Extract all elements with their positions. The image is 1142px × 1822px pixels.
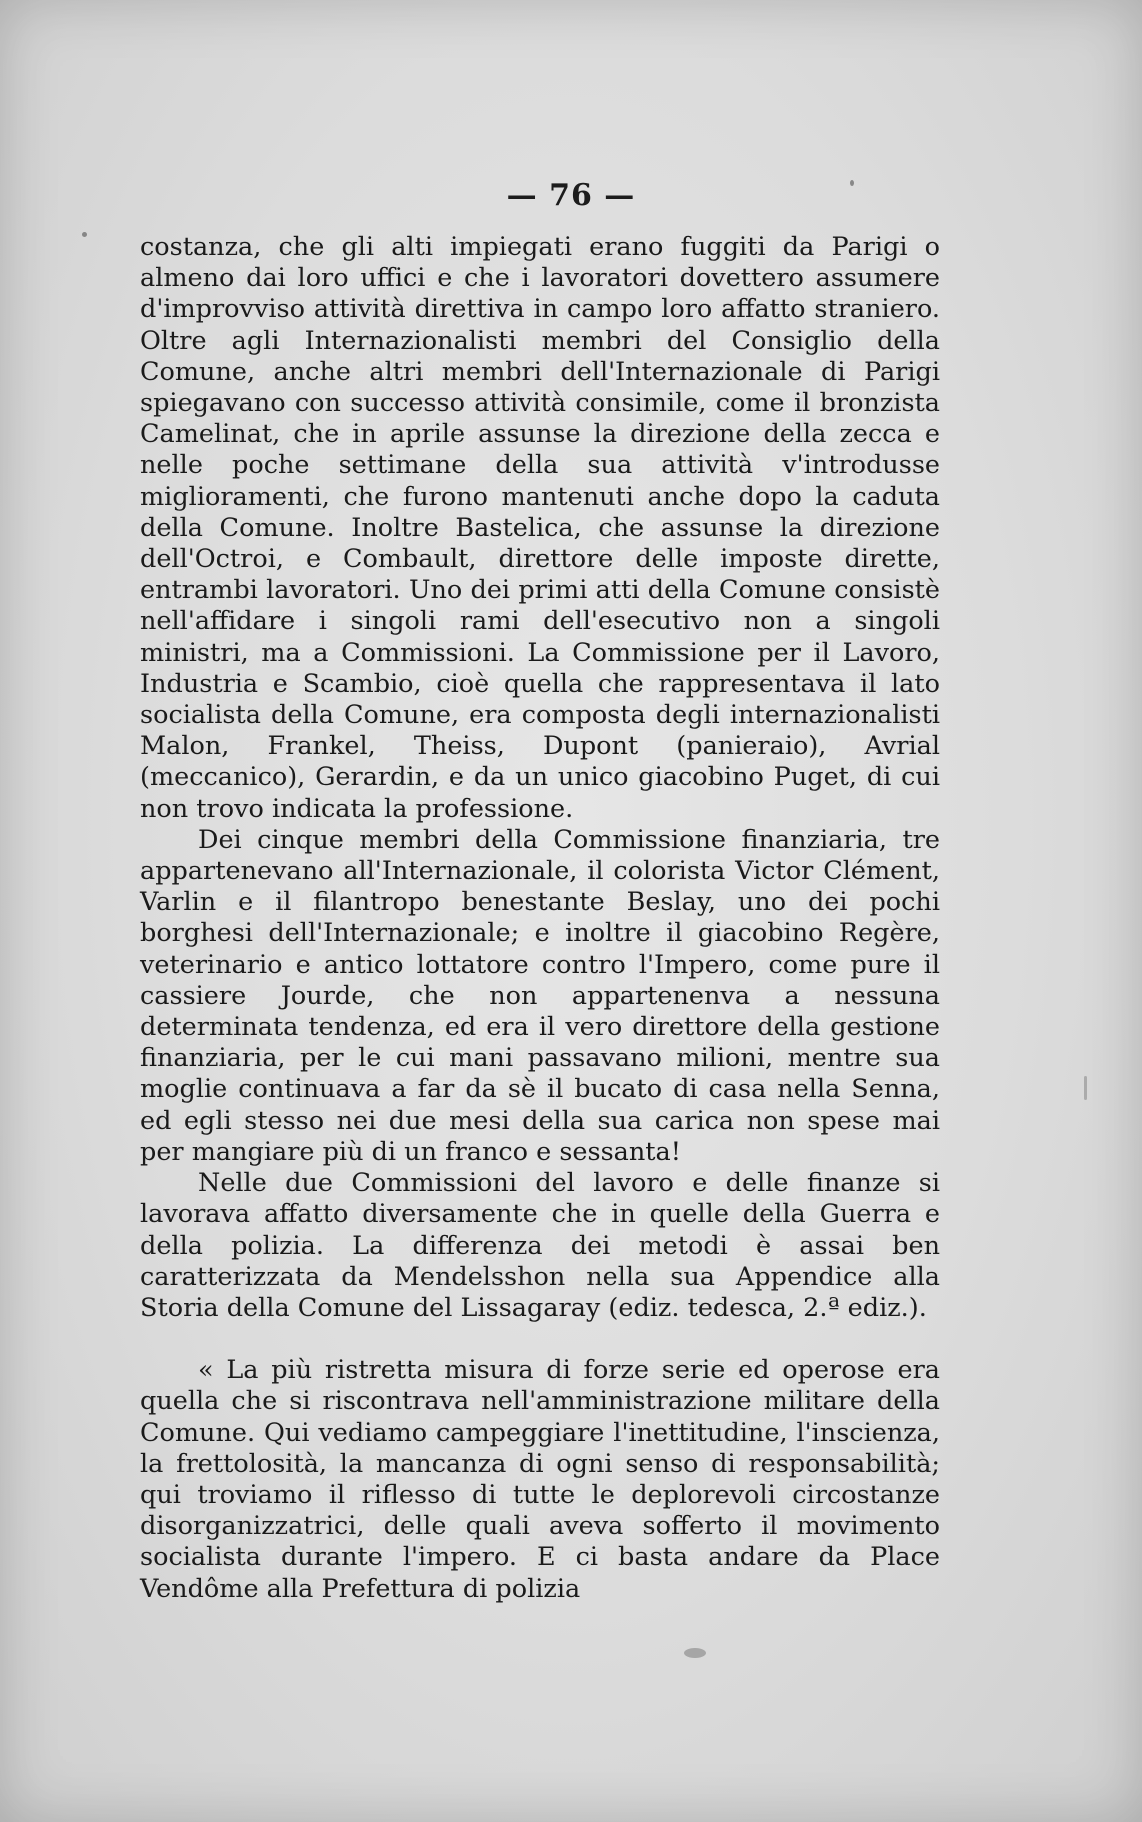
paragraph-1: costanza, che gli alti impiegati erano fuggiti da Parigi o almeno dai loro uffici e che i lavoratori dovettero assumere d'improvviso attività direttiva in campo loro affatto straniero. Oltre agli Internazionalisti membri del Consiglio della Comune, anche altri membri dell'Internazionale di Parigi spiegavano con successo attività consimile, come il bronzista Camelinat, che in aprile assunse la direzione della zecca e nelle poche settimane della sua attività v'introdusse miglioramenti, che furono mantenuti anche dopo la caduta della Comune. Inoltre Bastelica, che assunse la direzione dell'Octroi, e Combault, direttore delle imposte dirette, entrambi lavoratori. Uno dei primi atti della Comune consistè nell'affidare i singoli rami dell'esecutivo non a singoli ministri, ma a Commissioni. La Commissione per il Lavoro, Industria e Scambio, cioè quella che rappresentava il lato socialista della Comune, era composta degli internazionalisti Malon, Frankel, Theiss, Dupont (panieraio), Avrial (meccanico), Gerardin, e da un unico giacobino Puget, di cui non trovo indicata la professione. [140,232,940,824]
paragraph-2: Dei cinque membri della Commissione finanziaria, tre appartenevano all'Internazionale, il colorista Victor Clément, Varlin e il filantropo benestante Beslay, uno dei pochi borghesi dell'Internazionale; e inoltre il giacobino Regère, veterinario e antico lottatore contro l'Impero, come pure il cassiere Jourde, che non appartenenva a nessuna determinata tendenza, ed era il vero direttore della gestione finanziaria, per le cui mani passavano milioni, mentre sua moglie continuava a far da sè il bucato di casa nella Senna, ed egli stesso nei due mesi della sua carica non spese mai per mangiare più di un franco e sessanta! [140,824,940,1167]
quotation-paragraph: « La più ristretta misura di forze serie ed operose era quella che si riscontrava nell'amministrazione militare della Comune. Qui vediamo campeggiare l'inettitudine, l'inscienza, la frettolosità, la mancanza di ogni senso di responsabilità; qui troviamo il riflesso di tutte le deplorevoli circostanze disorganizzatrici, delle quali aveva sofferto il movimento socialista durante l'impero. E ci basta andare da Place Vendôme alla Prefettura di polizia [140,1355,940,1604]
ink-speck [850,180,854,186]
ink-speck [1084,1076,1087,1100]
ink-speck [684,1648,706,1658]
page-number: — 76 — [506,178,636,213]
paragraph-3: Nelle due Commissioni del lavoro e delle finanze si lavorava affatto diversamente che in quelle della Guerra e della polizia. La differenza dei metodi è assai ben caratterizzata da Mendelsshon nella sua Appendice alla Storia della Comune del Lissagaray (ediz. tedesca, 2.ª ediz.). [140,1168,940,1323]
ink-speck [82,232,87,237]
body-text [140,232,940,1605]
